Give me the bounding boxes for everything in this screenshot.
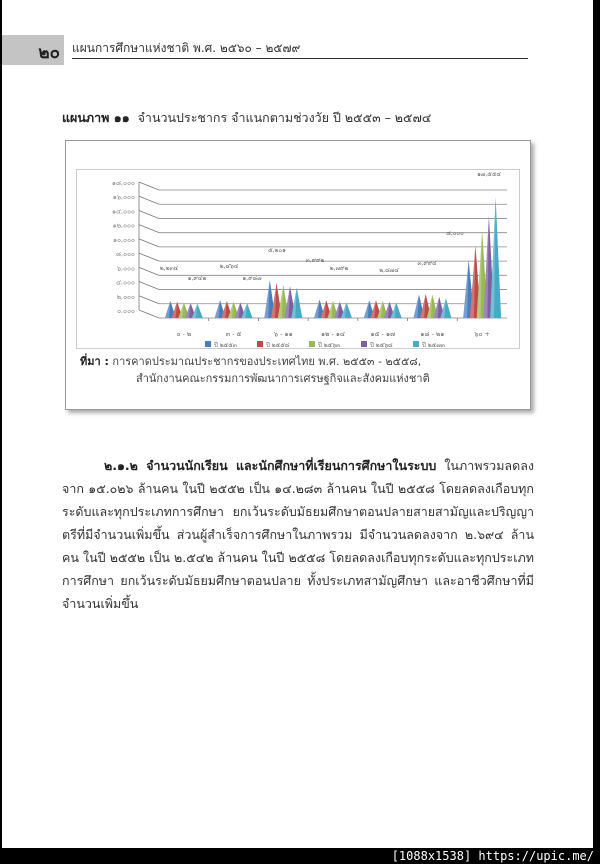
chart-source (80, 353, 430, 387)
svg-text:๐ - ๒: ๐ - ๒ (176, 330, 192, 338)
figure-label: แผนภาพ ๑๑ (62, 110, 130, 125)
legend-swatch (205, 341, 211, 347)
svg-text:ปี ๒๕๕๘: ปี ๒๕๕๘ (266, 342, 290, 348)
svg-text:๒,๔๖๔: ๒,๔๖๔ (219, 263, 239, 270)
svg-text:ปี ๒๕๖๘: ปี ๒๕๖๘ (370, 342, 393, 348)
source-line-1: การคาดประมาณประชากรของประเทศไทย พ.ศ. ๒๕๕๓ - ๒๕๕๘, (112, 355, 422, 368)
page-number-box (2, 35, 64, 65)
figure-title (62, 108, 431, 128)
figure-caption: จำนวนประชากร จำแนกตามช่วงวัย ปี ๒๕๕๓ – ๒๕๗๔ (137, 110, 432, 125)
svg-text:๘,๐๐๐: ๘,๐๐๐ (116, 250, 135, 259)
legend-swatch (309, 341, 315, 347)
svg-text:ปี ๒๕๕๓: ปี ๒๕๕๓ (214, 342, 237, 348)
svg-text:๒,๒๓๔: ๒,๒๓๔ (159, 265, 179, 272)
svg-text:๑๒,๐๐๐: ๑๒,๐๐๐ (112, 221, 135, 230)
svg-text:๓,๙๙๔: ๓,๙๙๔ (417, 260, 437, 267)
svg-text:๒,๗๙๒: ๒,๗๙๒ (329, 265, 349, 272)
svg-text:๑๐,๐๐๐: ๑๐,๐๐๐ (112, 235, 135, 244)
svg-text:๒,๐๐๐: ๒,๐๐๐ (116, 292, 135, 301)
svg-text:๖ - ๑๑: ๖ - ๑๑ (273, 330, 293, 338)
source-line-2: สำนักงานคณะกรรมการพัฒนาการเศรษฐกิจและสังคมแห่งชาติ (136, 372, 430, 385)
cone-bar-chart (77, 170, 519, 348)
section-heading: ๒.๑.๒ จำนวนนักเรียน และนักศึกษาที่เรียนการศึกษาในระบบ (104, 458, 437, 473)
page-number: ๒๐ (38, 43, 60, 63)
section-text: ในภาพรวมลดลงจาก ๑๕.๐๒๖ ล้านคน ในปี ๒๕๕๒ เป็น ๑๔.๒๘๓ ล้านคน ในปี ๒๕๕๘ โดยลดลงเกือบทุกระดับและทุกประเภทการศึกษา ยกเว้นระดับมัธยมศึกษาตอนปลายสายสามัญและปริญญาตรีที่มีจำนวนเพิ่มขึ้น ส่วนผู้สำเร็จการศึกษาในภาพรวม มีจำนวนลดลงจาก ๒.๖๙๔ ล้านคน ในปี ๒๕๕๒ เป็น ๒.๕๔๒ ล้านคน ในปี ๒๕๕๘ โดยลดลงเกือบทุกระดับและทุกประเภทการศึกษา ยกเว้นระดับมัธยมศึกษาตอนปลาย ทั้งประเภทสามัญศึกษา และอาชีวศึกษาที่มีจำนวนเพิ่มขึ้น (62, 458, 534, 611)
header-rule (72, 58, 528, 59)
image-size-tag: [1088x1538] https://upic.me/ (391, 849, 594, 863)
svg-text:๑๘,๐๐๐: ๑๘,๐๐๐ (111, 179, 135, 187)
svg-text:๓,๙๙๒: ๓,๙๙๒ (305, 257, 325, 264)
running-title: แผนการศึกษาแห่งชาติ พ.ศ. ๒๕๖๐ – ๒๕๗๙ (72, 41, 301, 55)
legend-swatch (257, 341, 263, 347)
legend-swatch (413, 341, 419, 347)
svg-text:๑,๙๘๗: ๑,๙๘๗ (242, 275, 262, 282)
svg-text:๑๕ - ๑๗: ๑๕ - ๑๗ (370, 330, 395, 338)
svg-text:๑๔,๐๐๐: ๑๔,๐๐๐ (111, 207, 135, 216)
svg-text:๔,๐๐๐: ๔,๐๐๐ (116, 278, 135, 287)
svg-text:๖,๐๐๐: ๖,๐๐๐ (116, 264, 135, 273)
svg-text:๓ - ๕: ๓ - ๕ (225, 330, 242, 338)
svg-text:๐.๐๐๐: ๐.๐๐๐ (117, 307, 135, 315)
svg-text:๑๘ - ๒๑: ๑๘ - ๒๑ (420, 330, 445, 338)
svg-text:๑๖,๐๐๐: ๑๖,๐๐๐ (112, 193, 135, 202)
svg-text:๖๐ +: ๖๐ + (474, 330, 490, 338)
svg-text:๑๒ - ๑๔: ๑๒ - ๑๔ (321, 330, 345, 338)
chart-frame (65, 140, 531, 410)
svg-text:๒,๘๗๔: ๒,๘๗๔ (379, 267, 399, 274)
svg-text:ปี ๒๕๗๓: ปี ๒๕๗๓ (422, 342, 445, 348)
svg-text:ปี ๒๕๖๓: ปี ๒๕๖๓ (318, 342, 341, 348)
svg-text:๑๗,๕๕๔: ๑๗,๕๕๔ (477, 171, 501, 178)
svg-text:๑,๙๔๒: ๑,๙๔๒ (187, 275, 207, 282)
source-label: ที่มา : (80, 355, 109, 368)
legend-swatch (361, 341, 367, 347)
svg-text:๘,๐๐๐: ๘,๐๐๐ (446, 230, 464, 237)
body-paragraph (62, 454, 534, 615)
chart-area (76, 169, 520, 349)
document-page (2, 0, 593, 848)
svg-text:๕,๒๐๑: ๕,๒๐๑ (268, 247, 286, 254)
